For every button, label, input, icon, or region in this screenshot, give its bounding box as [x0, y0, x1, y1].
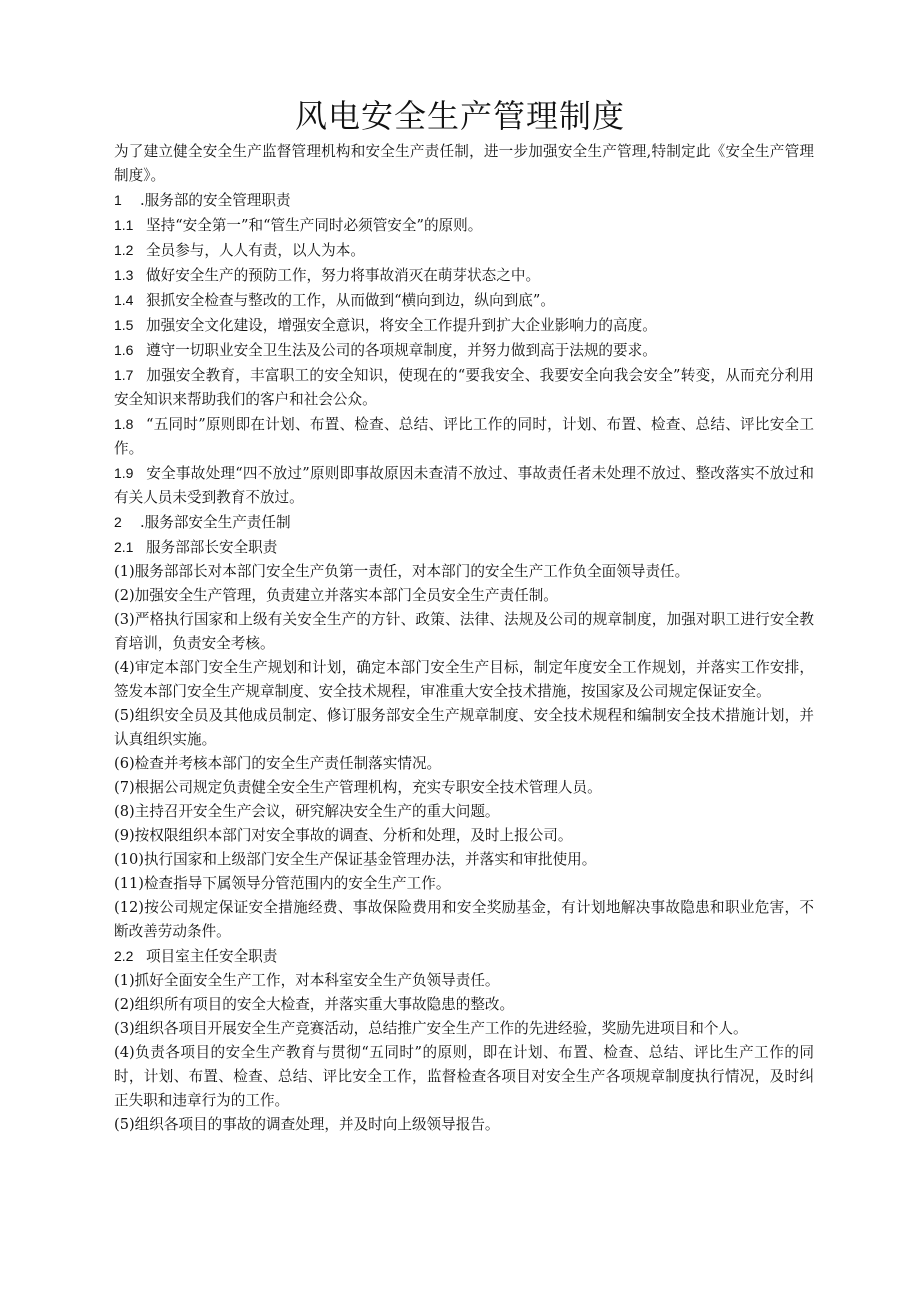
list-item: (2)加强安全生产管理，负责建立并落实本部门全员安全生产责任制。: [114, 587, 558, 604]
item-number: 1.3: [114, 267, 134, 283]
item-text: 加强安全教育，丰富职工的安全知识，使现在的“要我安全、我要安全向我会安全”转变，从而充分利用安全知识来帮助我们的客户和社会公众。: [114, 367, 814, 408]
item-text: 安全事故处理“四不放过”原则即事故原因未查清不放过、事故责任者未处理不放过、整改落实不放过和有关人员未受到教育不放过。: [114, 465, 814, 506]
list-item: (10)执行国家和上级部门安全生产保证基金管理办法，并落实和审批使用。: [114, 851, 597, 868]
item-text: 全员参与，人人有责，以人为本。: [146, 242, 365, 259]
list-item: [114, 363, 814, 412]
list-item: (2)组织所有项目的安全大检查，并落实重大事故隐患的整改。: [114, 996, 515, 1013]
list-item: (3)严格执行国家和上级有关安全生产的方针、政策、法律、法规及公司的规章制度，加强对职工进行安全教育培训，负责安全考核。: [114, 611, 814, 652]
item-text: 狠抓安全检查与整改的工作，从而做到“横向到边，纵向到底”。: [146, 292, 555, 309]
list-item: (5)组织各项目的事故的调查处理，并及时向上级领导报告。: [114, 1116, 500, 1133]
list-item: [114, 338, 814, 363]
section-1-heading: [114, 188, 814, 213]
item-text: 坚持“安全第一”和“管生产同时必须管安全”的原则。: [146, 217, 483, 234]
item-number: 1.7: [114, 367, 134, 383]
list-item: (6)检查并考核本部门的安全生产责任制落实情况。: [114, 755, 442, 772]
page-title: 风电安全生产管理制度: [294, 97, 625, 135]
section-1-list: [114, 213, 814, 510]
list-item: (12)按公司规定保证安全措施经费、事故保险费用和安全奖励基金，有计划地解决事故隐患和职业危害，不断改善劳动条件。: [114, 899, 814, 940]
list-item: [114, 412, 814, 461]
section-number: 1: [114, 192, 122, 208]
subsection-2-2-list: [114, 969, 814, 1137]
section-title: .服务部安全生产责任制: [140, 514, 291, 531]
list-item: (11)检查指导下属领导分管范围内的安全生产工作。: [114, 875, 451, 892]
list-item: [114, 313, 814, 338]
item-number: 1.1: [114, 217, 134, 233]
subsection-title: 服务部部长安全职责: [146, 539, 278, 556]
subsection-2-2-heading: [114, 944, 814, 969]
item-number: 1.4: [114, 292, 134, 308]
subsection-2-1-list: [114, 560, 814, 944]
subsection-title: 项目室主任安全职责: [146, 948, 278, 965]
item-number: 1.8: [114, 416, 134, 432]
subsection-2-1-heading: [114, 535, 814, 560]
item-text: 加强安全文化建设，增强安全意识，将安全工作提升到扩大企业影响力的高度。: [146, 317, 657, 334]
item-number: 1.6: [114, 342, 134, 358]
item-text: “五同时”原则即在计划、布置、检查、总结、评比工作的同时，计划、布置、检查、总结、评比安全工作。: [114, 416, 814, 457]
section-number: 2: [114, 514, 122, 530]
list-item: [114, 461, 814, 510]
item-text: 做好安全生产的预防工作，努力将事故消灭在萌芽状态之中。: [146, 267, 541, 284]
list-item: (3)组织各项目开展安全生产竞赛活动，总结推广安全生产工作的先进经验，奖励先进项目和个人。: [114, 1020, 748, 1037]
item-text: 遵守一切职业安全卫生法及公司的各项规章制度，并努力做到高于法规的要求。: [146, 342, 657, 359]
item-number: 1.5: [114, 317, 134, 333]
list-item: [114, 238, 814, 263]
subsection-number: 2.1: [114, 539, 134, 555]
list-item: (1)抓好全面安全生产工作，对本科室安全生产负领导责任。: [114, 972, 500, 989]
section-2-heading: [114, 510, 814, 535]
list-item: (4)负责各项目的安全生产教育与贯彻“五同时”的原则，即在计划、布置、检查、总结、评比生产工作的同时，计划、布置、检查、总结、评比安全工作，监督检查各项目对安全生产各项规章制度执行情况，及时纠正失职和违章行为的工作。: [114, 1044, 814, 1109]
list-item: [114, 263, 814, 288]
item-number: 1.2: [114, 242, 134, 258]
subsection-number: 2.2: [114, 948, 134, 964]
list-item: (5)组织安全员及其他成员制定、修订服务部安全生产规章制度、安全技术规程和编制安全技术措施计划，并认真组织实施。: [114, 707, 814, 748]
list-item: (1)服务部部长对本部门安全生产负第一责任，对本部门的安全生产工作负全面领导责任。: [114, 563, 690, 580]
intro-paragraph: 为了建立健全安全生产监督管理机构和安全生产责任制，进一步加强安全生产管理,特制定此《安全生产管理制度》。: [114, 143, 814, 184]
list-item: [114, 213, 814, 238]
section-title: .服务部的安全管理职责: [140, 192, 291, 209]
document-body: [114, 140, 814, 1137]
list-item: (8)主持召开安全生产会议，研究解决安全生产的重大问题。: [114, 803, 500, 820]
list-item: (4)审定本部门安全生产规划和计划，确定本部门安全生产目标，制定年度安全工作规划，并落实工作安排，签发本部门安全生产规章制度、安全技术规程，审准重大安全技术措施，按国家及公司规定保证安全。: [114, 659, 814, 700]
list-item: (7)根据公司规定负责健全安全生产管理机构，充实专职安全技术管理人员。: [114, 779, 602, 796]
list-item: (9)按权限组织本部门对安全事故的调查、分析和处理，及时上报公司。: [114, 827, 573, 844]
item-number: 1.9: [114, 465, 134, 481]
list-item: [114, 288, 814, 313]
